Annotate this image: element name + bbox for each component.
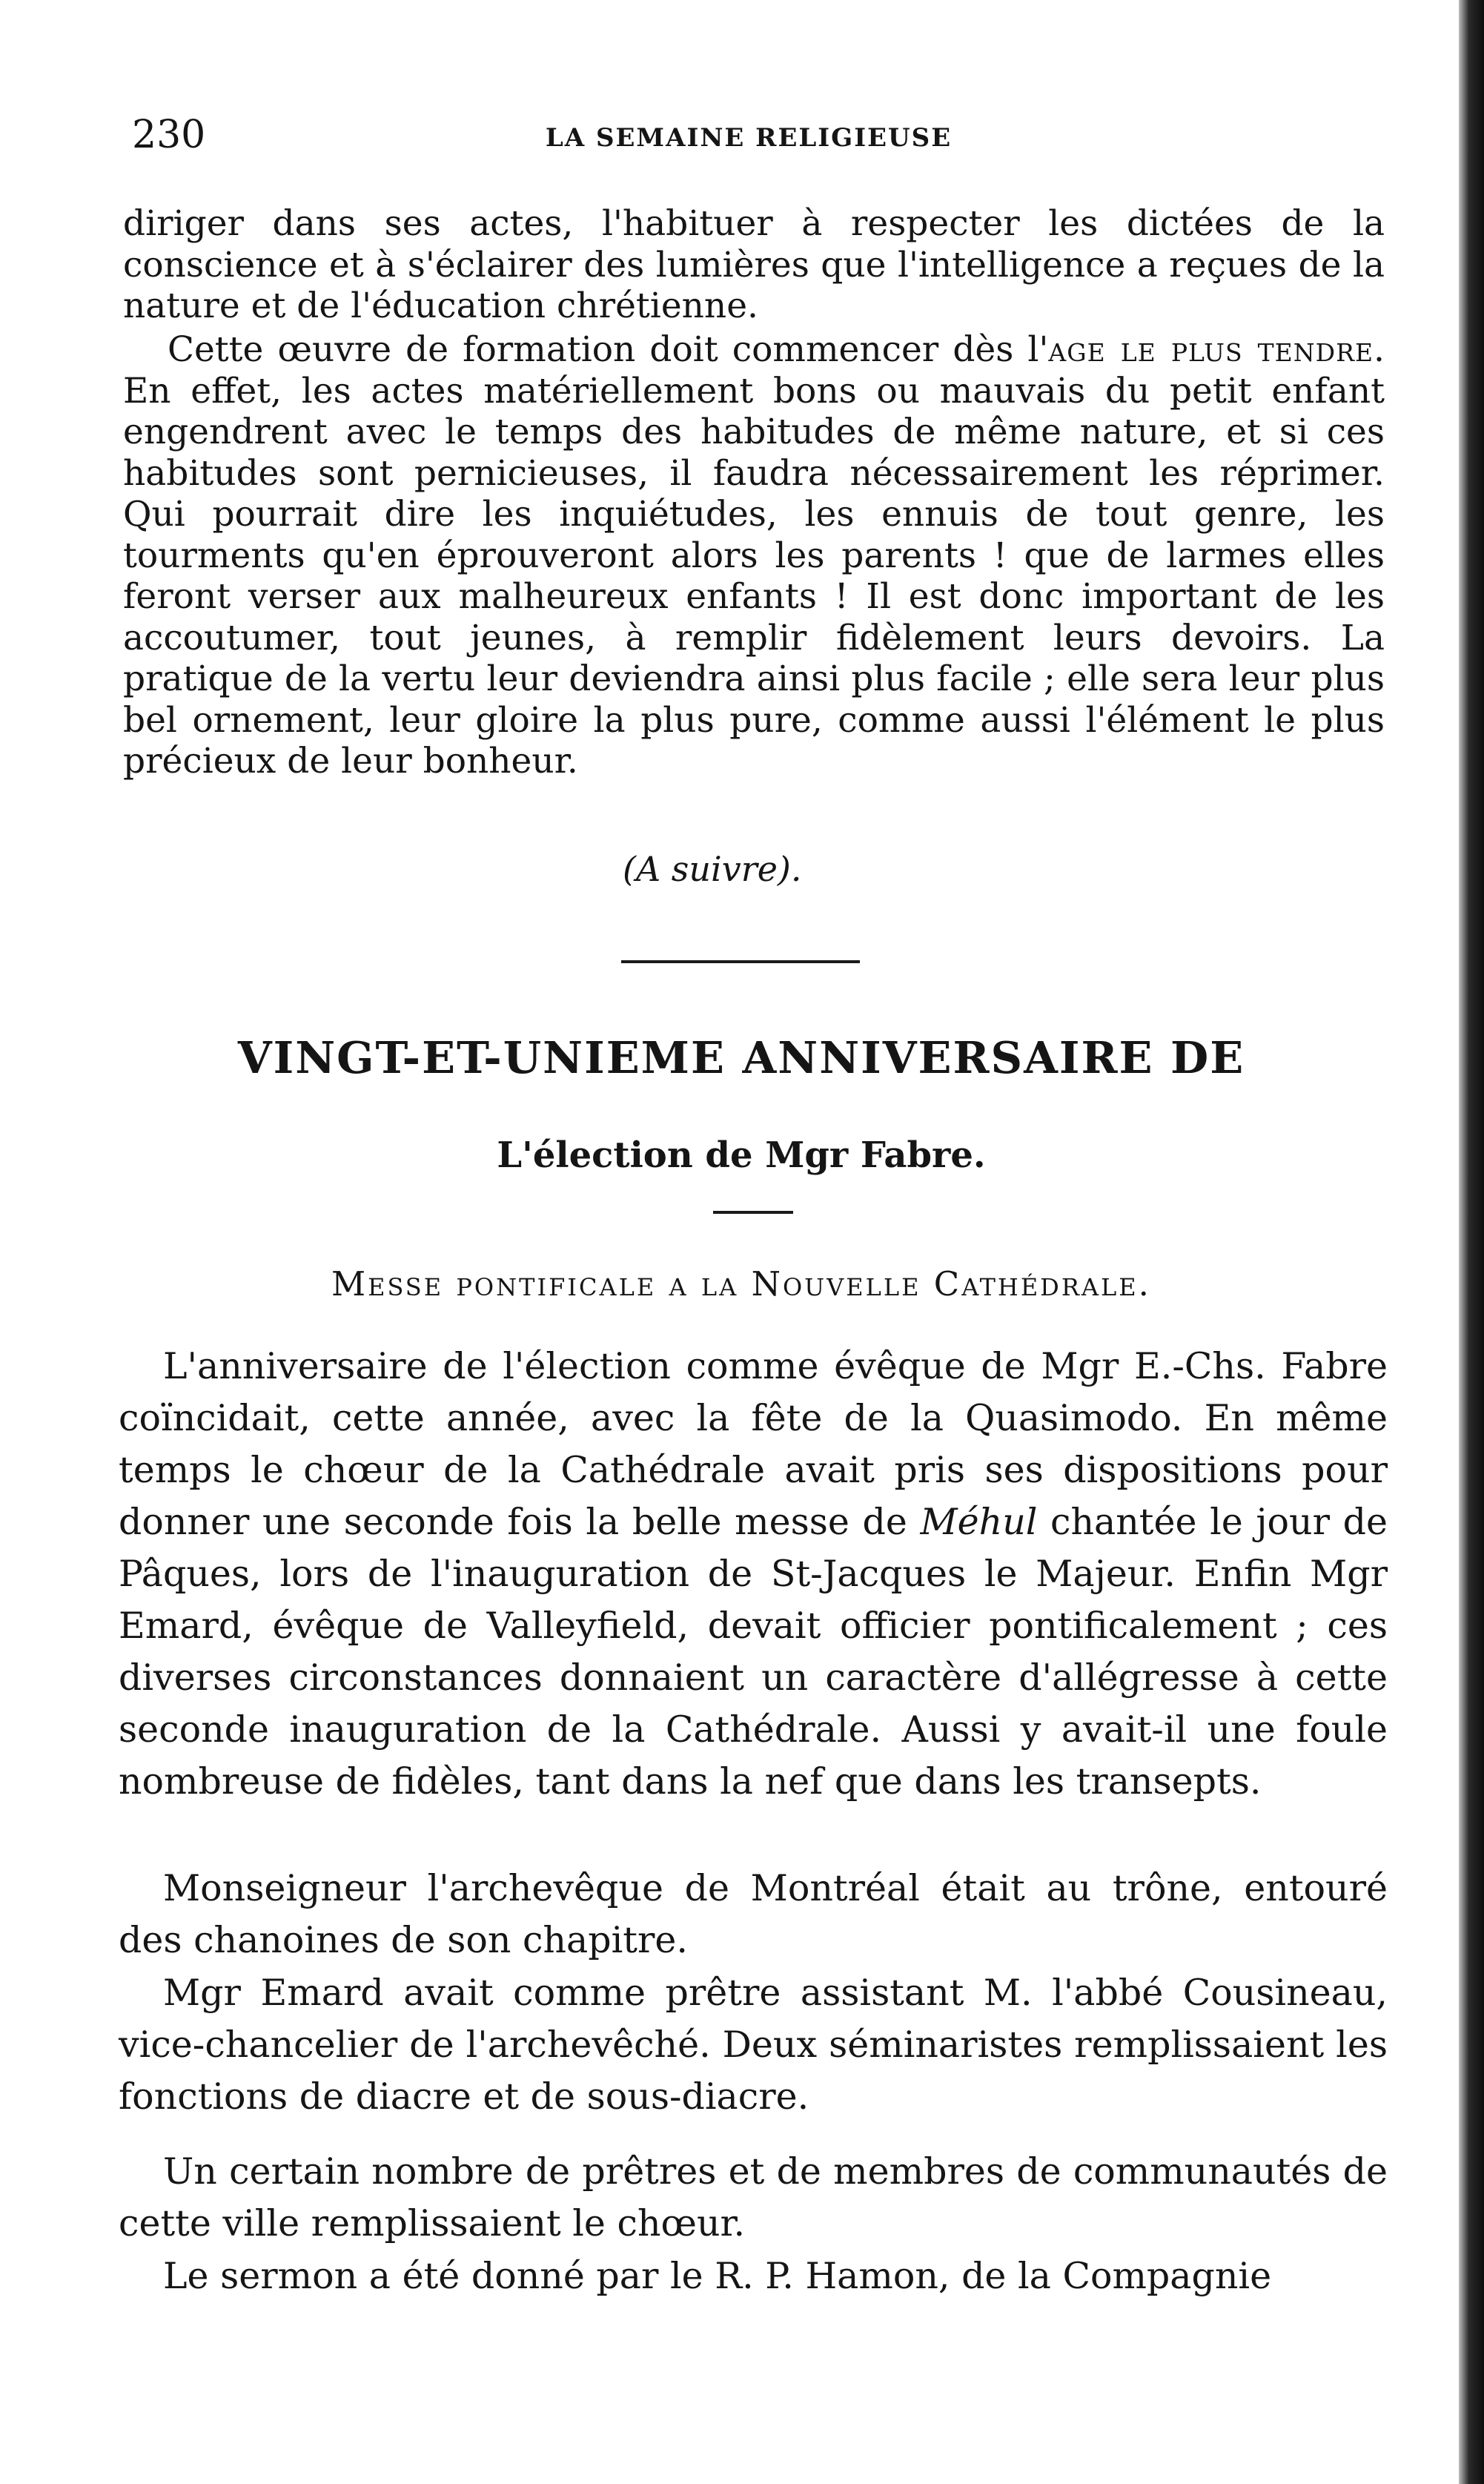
paragraph-1-rest: chantée le jour de Pâques, lors de l'inauguration de St-Jacques le Majeur. Enfin Mgr Emard, évêque de Valleyfield, devait officier pontificalement ; ces diverses circonstances donnaient un caractère d'allégresse à cette seconde inauguration de la Cathédrale. Aussi y avait-il une foule nombreuse de fidèles, tant dans la nef que dans les transepts.: [119, 1501, 1388, 1803]
article-heading: VINGT-ET-UNIEME ANNIVERSAIRE DE: [237, 1032, 1245, 1083]
article-paragraph-5: Le sermon a été donné par le R. P. Hamon, de la Compagnie: [163, 2255, 1272, 2297]
article-paragraph-1: [119, 1341, 1388, 1808]
page-edge-shadow: [1459, 0, 1484, 2484]
short-divider: [713, 1211, 793, 1214]
p2-text-rest: . En effet, les actes matériellement bons ou mauvais du petit enfant engendrent avec le temps des habitudes de même nature, et si ces habitudes sont pernicieuses, il faudra nécessairement les réprimer. Qui pourrait dire les inquiétudes, les ennuis de tout genre, les tourments qu'en éprouveront alors les parents ! que de larmes elles feront verser aux malheureux enfants ! Il est donc important de les accoutumer, tout jeunes, à remplir fidèlement leurs devoirs. La pratique de la vertu leur deviendra ainsi plus facile ; elle sera leur plus bel ornement, leur gloire la plus pure, comme aussi l'élément le plus précieux de leur bonheur.: [123, 329, 1385, 782]
article-paragraph-4: Un certain nombre de prêtres et de membres de communautés de cette ville remplissaient le chœur.: [119, 2150, 1388, 2244]
continued-paragraph-2: [123, 329, 1385, 782]
running-title: LA SEMAINE RELIGIEUSE: [545, 123, 953, 153]
paragraph-1-start: L'anniversaire de l'élection comme évêque de Mgr E.-Chs. Fabre coïncidait, cette année, avec la fête de la Quasimodo. En même temps le chœur de la Cathédrale avait pris ses dispositions pour donner une seconde fois la belle messe de: [119, 1345, 1388, 1543]
section-divider: [621, 960, 860, 963]
article-paragraph-2: Monseigneur l'archevêque de Montréal était au trône, entouré des chanoines de son chapitre.: [119, 1867, 1388, 1961]
article-subheading: L'élection de Mgr Fabre.: [497, 1134, 986, 1176]
article-paragraph-3: Mgr Emard avait comme prêtre assistant M. l'abbé Cousineau, vice-chancelier de l'archevêché. Deux séminaristes remplissaient les fonctions de diacre et de sous-diacre.: [119, 1972, 1388, 2118]
p2-text-start: Cette œuvre de formation doit commencer dès l': [168, 329, 1049, 370]
to-be-continued: (A suivre).: [623, 849, 802, 889]
running-header: [119, 113, 1379, 165]
continued-paragraph-1: diriger dans ses actes, l'habituer à respecter les dictées de la conscience et à s'éclairer des lumières que l'intelligence a reçues de la nature et de l'éducation chrétienne.: [123, 203, 1385, 326]
page-number: 230: [132, 113, 206, 157]
section-title: Messe pontificale a la Nouvelle Cathédrale.: [331, 1264, 1151, 1304]
p2-smallcaps-phrase: age le plus tendre: [1048, 329, 1374, 370]
composer-name: Méhul: [920, 1501, 1038, 1543]
